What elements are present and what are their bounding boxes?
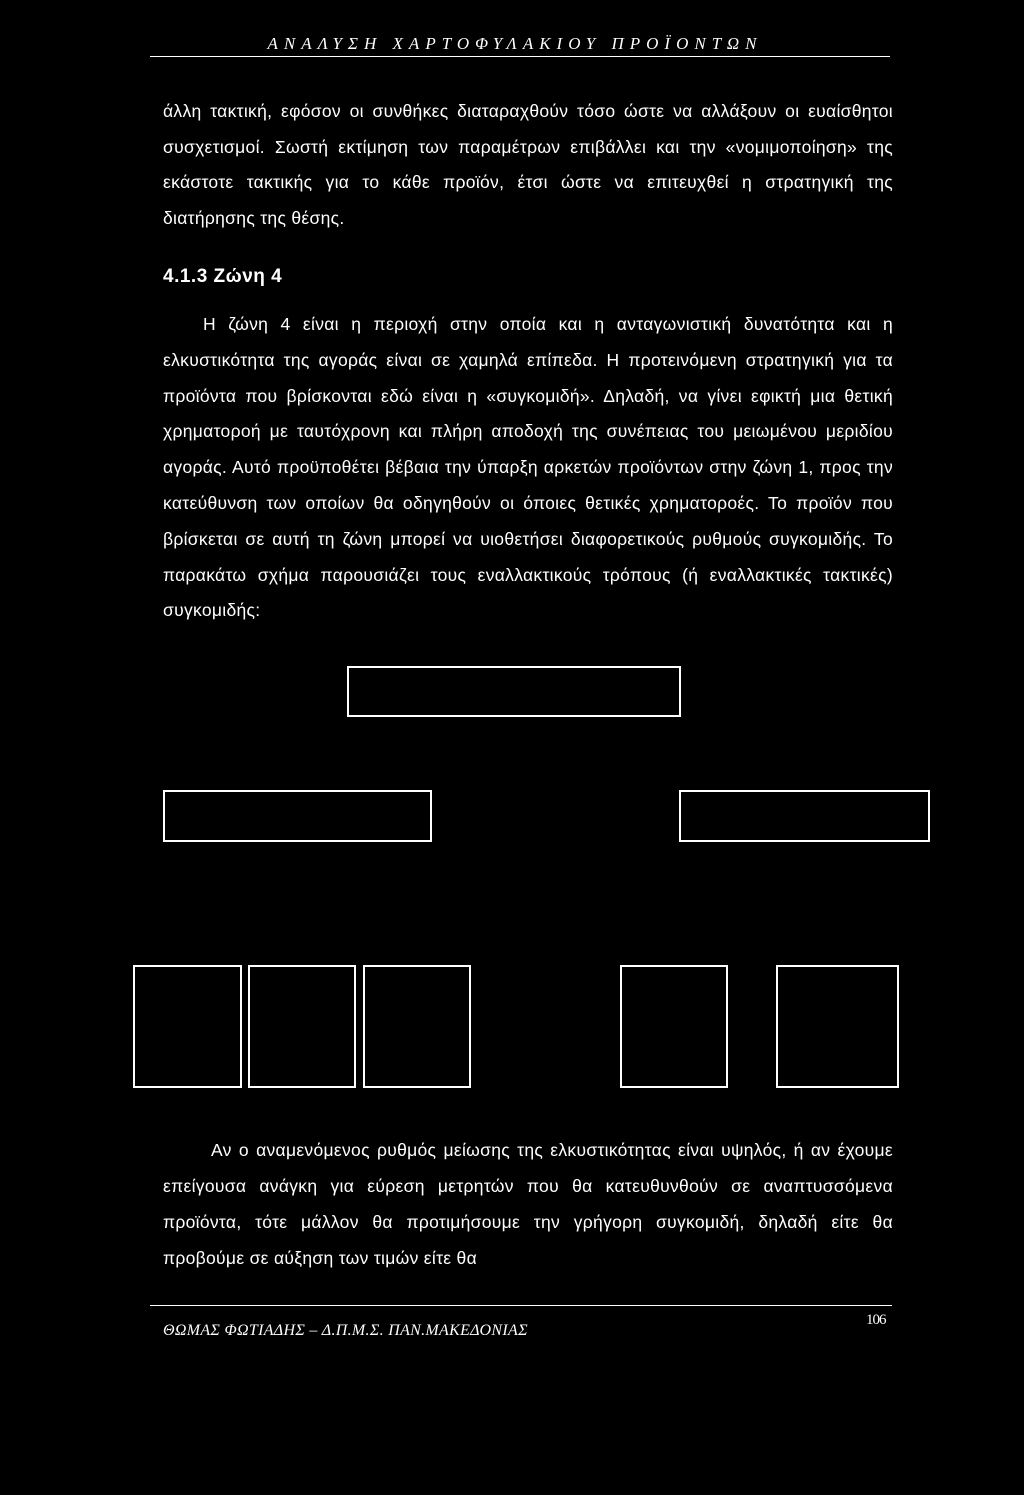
diagram-middle-left-box [163, 790, 432, 842]
paragraph-zone-4: Η ζώνη 4 είναι η περιοχή στην οποία και η ανταγωνιστική δυνατότητα και η ελκυστικότητα της αγοράς είναι σε χαμηλά επίπεδα. Η προτεινόμενη στρατηγική για τα προϊόντα που βρίσκονται εδώ είναι η «συγκομιδή». Δηλαδή, να γίνει εφικτή μια θετική χρηματοροή με ταυτόχρονη και πλήρη αποδοχή της συνέπειας του μειωμένου μεριδίου αγοράς. Αυτό προϋποθέτει βέβαια την ύπαρξη αρκετών προϊόντων στην ζώνη 1, προς την κατεύθυνση των οποίων θα οδηγηθούν οι όποιες θετικές χρηματοροές. Το προϊόν που βρίσκεται σε αυτή τη ζώνη μπορεί να υιοθετήσει διαφορετικούς ρυθμούς συγκομιδής. Το παρακάτω σχήμα παρουσιάζει τους εναλλακτικούς τρόπους (ή εναλλακτικές τακτικές) συγκομιδής: [163, 314, 893, 621]
diagram-bottom-box-5 [776, 965, 899, 1088]
header-divider [150, 56, 890, 57]
paragraph-fast-harvest: Αν ο αναμενόμενος ρυθμός μείωσης της ελκυστικότητας είναι υψηλός, ή αν έχουμε επείγουσα ανάγκη για εύρεση μετρητών που θα κατευθυνθούν σε αναπτυσσόμενα προϊόντα, τότε μάλλον θα προτιμήσουμε την γρήγορη συγκομιδή, δηλαδή είτε θα προβούμε σε αύξηση των τιμών είτε θα [163, 1140, 893, 1268]
diagram-bottom-box-1 [133, 965, 242, 1088]
paragraph-continuation: άλλη τακτική, εφόσον οι συνθήκες διαταραχθούν τόσο ώστε να αλλάξουν οι ευαίσθητοι συσχετισμοί. Σωστή εκτίμηση των παραμέτρων επιβάλλει και την «νομιμοποίηση» της εκάστοτε τακτικής για το κάθε προϊόν, έτσι ώστε να επιτευχθεί η στρατηγική της διατήρησης της θέσης. [163, 101, 893, 228]
section-heading: 4.1.3 Ζώνη 4 [163, 266, 283, 287]
diagram-bottom-box-2 [248, 965, 356, 1088]
diagram-top-box [347, 666, 681, 717]
page-number: 106 [866, 1312, 886, 1328]
running-header: ΑΝΑΛΥΣΗ ΧΑΡΤΟΦΥΛΑΚΙΟΥ ΠΡΟΪΟΝΤΩΝ [267, 34, 763, 53]
diagram-middle-right-box [679, 790, 930, 842]
diagram-bottom-box-4 [620, 965, 728, 1088]
footer-author: ΘΩΜΑΣ ΦΩΤΙΑΔΗΣ – Δ.Π.Μ.Σ. ΠΑΝ.ΜΑΚΕΔΟΝΙΑΣ [163, 1322, 528, 1339]
diagram-bottom-box-3 [363, 965, 471, 1088]
footer-divider [150, 1305, 892, 1306]
